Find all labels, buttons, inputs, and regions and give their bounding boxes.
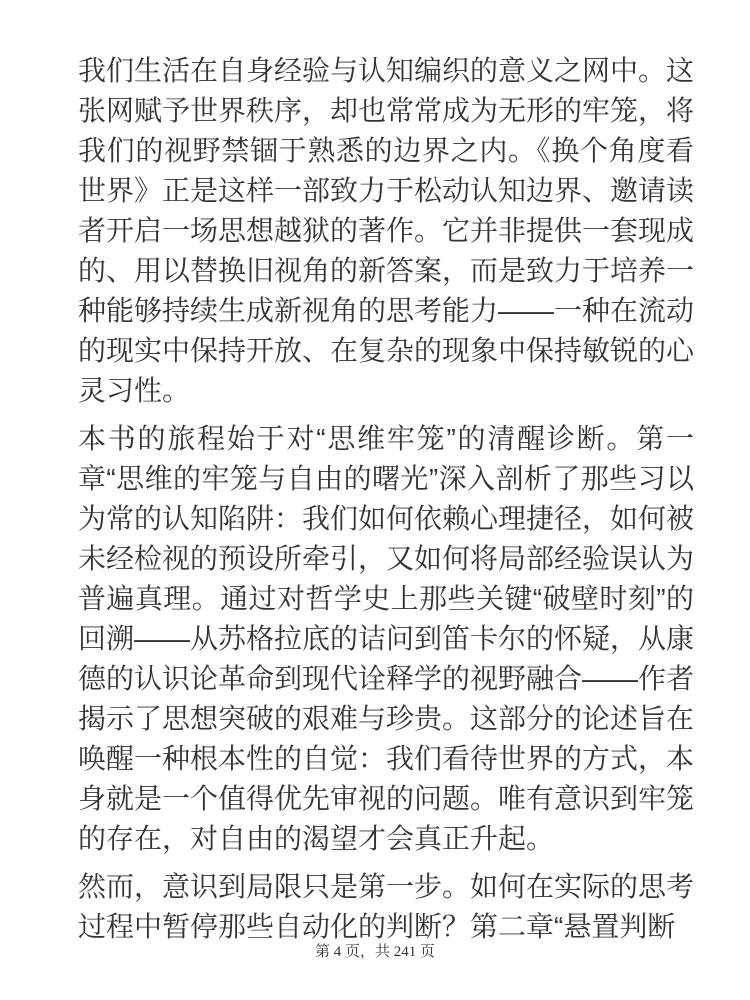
document-body (78, 51, 694, 955)
body-paragraph: 我们生活在自身经验与认知编织的意义之网中。这张网赋予世界秩序，却也常常成为无形的牢笼，将我们的视野禁锢于熟悉的边界之内。《换个角度看世界》正是这样一部致力于松动认知边界、邀请读者开启一场思想越狱的著作。它并非提供一套现成的、用以替换旧视角的新答案，而是致力于培养一种能够持续生成新视角的思考能力——一种在流动的现实中保持开放、在复杂的现象中保持敏锐的心灵习性。 (78, 55, 695, 406)
page-number-footer: 第 4 页，共 241 页 (314, 944, 435, 960)
body-paragraph: 本书的旅程始于对“思维牢笼”的清醒诊断。第一章“思维的牢笼与自由的曙光”深入剖析了那些习以为常的认知陷阱：我们如何依赖心理捷径，如何被未经检视的预设所牵引，又如何将局部经验误认为普遍真理。通过对哲学史上那些关键“破壁时刻”的回溯——从苏格拉底的诘问到笛卡尔的怀疑，从康德的认识论革命到现代诠释学的视野融合——作者揭示了思想突破的艰难与珍贵。这部分的论述旨在唤醒一种根本性的自觉：我们看待世界的方式，本身就是一个值得优先审视的问题。唯有意识到牢笼的存在，对自由的渴望才会真正升起。 (78, 423, 695, 854)
body-paragraph: 然而，意识到局限只是第一步。如何在实际的思考过程中暂停那些自动化的判断？第二章“悬置判断 (78, 871, 695, 942)
